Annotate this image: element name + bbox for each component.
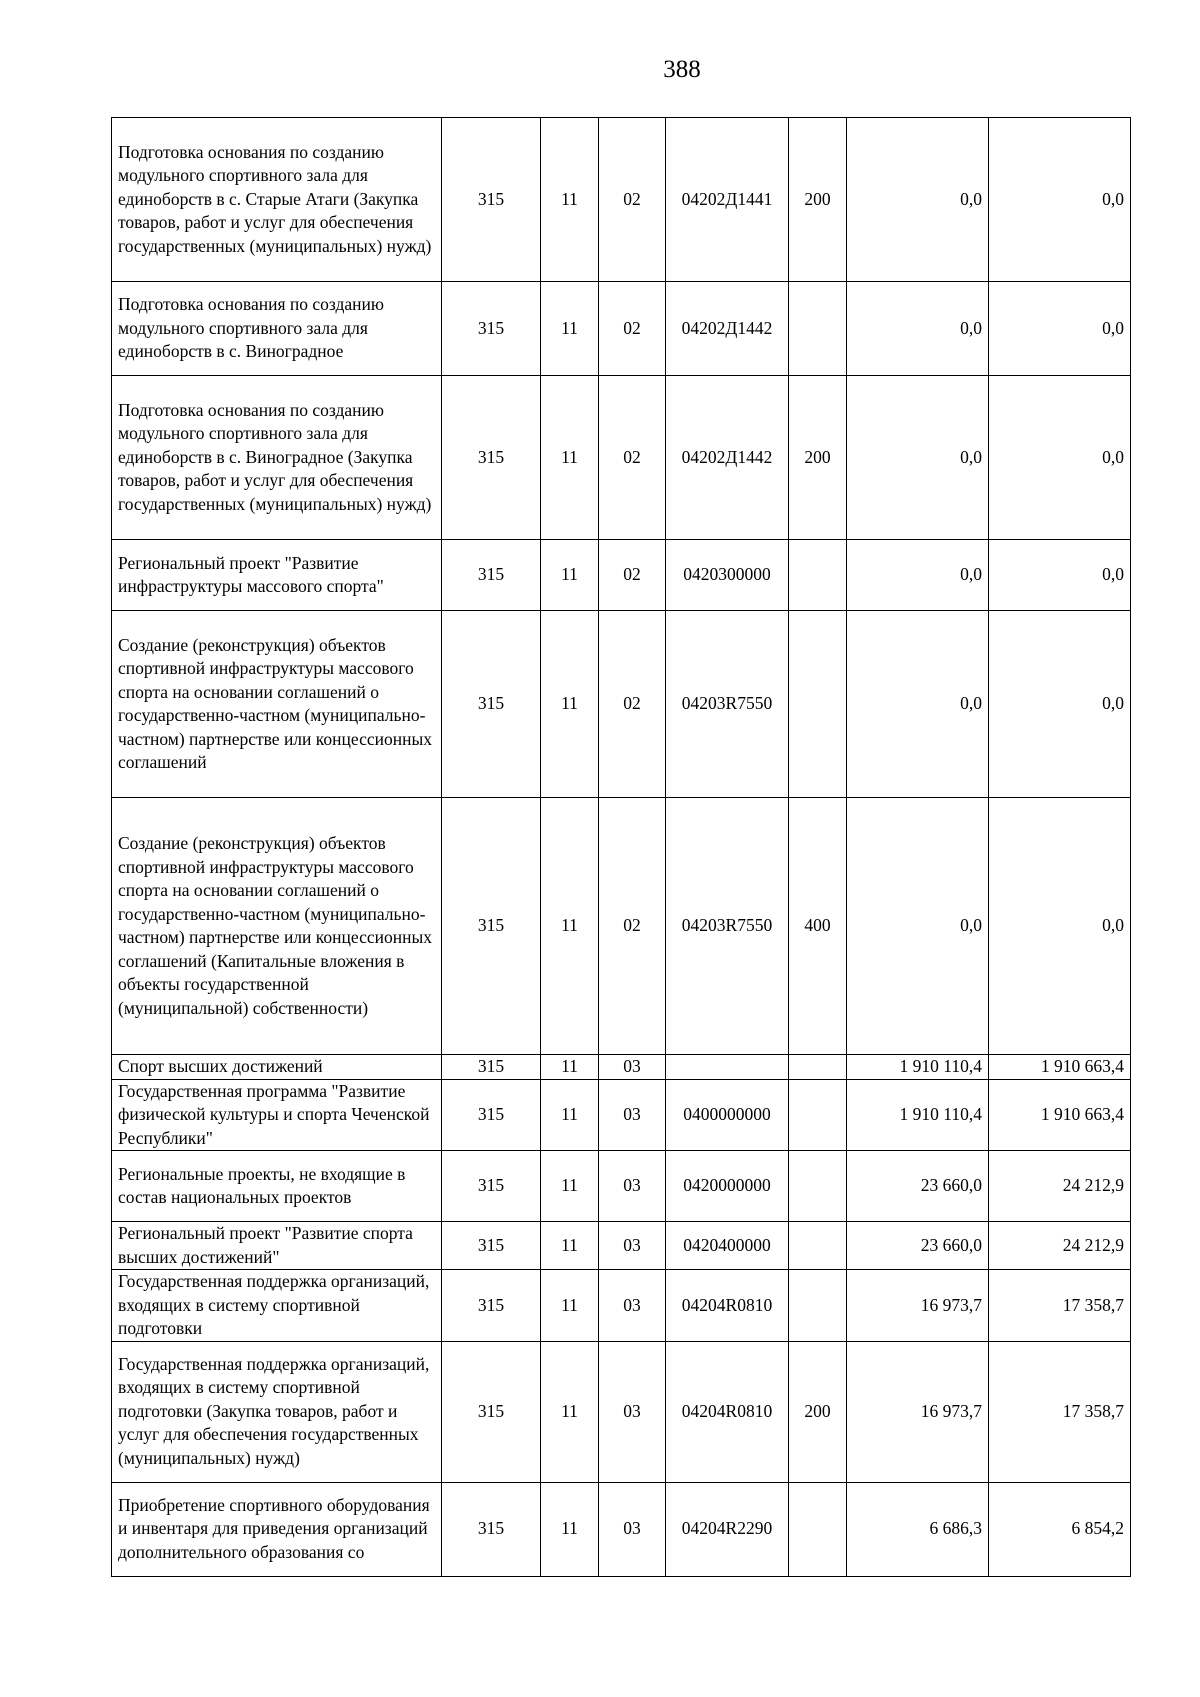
amount-year-1: 6 686,3 <box>847 1482 989 1576</box>
table-row <box>112 611 1131 798</box>
subsection-code: 03 <box>599 1079 666 1151</box>
subsection-code: 02 <box>599 540 666 611</box>
subsection-code: 03 <box>599 1482 666 1576</box>
budget-table <box>111 117 1131 1577</box>
section-code: 11 <box>541 1482 599 1576</box>
expense-type-code <box>789 1270 847 1342</box>
target-article-code: 0420000000 <box>666 1151 789 1222</box>
subsection-code: 02 <box>599 376 666 540</box>
item-name: Создание (реконструкция) объектов спортивной инфраструктуры массового спорта на основании соглашений о государственно-частном (муниципально-частном) партнерстве или концессионных соглашений (Капитальные вложения в объекты государственной (муниципальной) собственности) <box>112 798 442 1055</box>
section-code: 11 <box>541 798 599 1055</box>
expense-type-code <box>789 1055 847 1080</box>
table-row <box>112 1055 1131 1080</box>
target-article-code: 04202Д1442 <box>666 282 789 376</box>
amount-year-2: 17 358,7 <box>989 1270 1131 1342</box>
section-code: 11 <box>541 611 599 798</box>
target-article-code: 04203R7550 <box>666 798 789 1055</box>
amount-year-2: 0,0 <box>989 376 1131 540</box>
grbs-code: 315 <box>442 540 541 611</box>
table-row <box>112 282 1131 376</box>
subsection-code: 02 <box>599 118 666 282</box>
amount-year-2: 24 212,9 <box>989 1222 1131 1270</box>
amount-year-1: 0,0 <box>847 540 989 611</box>
item-name: Подготовка основания по созданию модульного спортивного зала для единоборств в с. Виноградное (Закупка товаров, работ и услуг для обеспечения государственных (муниципальных) нужд) <box>112 376 442 540</box>
item-name: Подготовка основания по созданию модульного спортивного зала для единоборств в с. Виноградное <box>112 282 442 376</box>
section-code: 11 <box>541 376 599 540</box>
item-name: Приобретение спортивного оборудования и инвентаря для приведения организаций дополнительного образования со <box>112 1482 442 1576</box>
expense-type-code <box>789 1079 847 1151</box>
expense-type-code <box>789 611 847 798</box>
table-row <box>112 118 1131 282</box>
table-row <box>112 1079 1131 1151</box>
target-article-code: 04202Д1441 <box>666 118 789 282</box>
grbs-code: 315 <box>442 118 541 282</box>
amount-year-1: 0,0 <box>847 798 989 1055</box>
expense-type-code: 200 <box>789 1341 847 1482</box>
grbs-code: 315 <box>442 798 541 1055</box>
amount-year-1: 0,0 <box>847 282 989 376</box>
section-code: 11 <box>541 1222 599 1270</box>
target-article-code: 0420400000 <box>666 1222 789 1270</box>
section-code: 11 <box>541 1055 599 1080</box>
target-article-code: 0400000000 <box>666 1079 789 1151</box>
expense-type-code <box>789 282 847 376</box>
section-code: 11 <box>541 540 599 611</box>
item-name: Региональные проекты, не входящие в состав национальных проектов <box>112 1151 442 1222</box>
item-name: Государственная поддержка организаций, входящих в систему спортивной подготовки <box>112 1270 442 1342</box>
target-article-code: 04204R0810 <box>666 1341 789 1482</box>
amount-year-1: 16 973,7 <box>847 1341 989 1482</box>
subsection-code: 03 <box>599 1151 666 1222</box>
item-name: Региональный проект "Развитие спорта высших достижений" <box>112 1222 442 1270</box>
target-article-code: 04203R7550 <box>666 611 789 798</box>
expense-type-code: 400 <box>789 798 847 1055</box>
amount-year-2: 1 910 663,4 <box>989 1079 1131 1151</box>
amount-year-1: 23 660,0 <box>847 1151 989 1222</box>
target-article-code: 04204R0810 <box>666 1270 789 1342</box>
grbs-code: 315 <box>442 1270 541 1342</box>
amount-year-2: 24 212,9 <box>989 1151 1131 1222</box>
grbs-code: 315 <box>442 1482 541 1576</box>
target-article-code <box>666 1055 789 1080</box>
expense-type-code <box>789 1151 847 1222</box>
amount-year-1: 16 973,7 <box>847 1270 989 1342</box>
section-code: 11 <box>541 1079 599 1151</box>
section-code: 11 <box>541 1151 599 1222</box>
table-body <box>112 118 1131 1577</box>
item-name: Региональный проект "Развитие инфраструктуры массового спорта" <box>112 540 442 611</box>
grbs-code: 315 <box>442 611 541 798</box>
amount-year-2: 1 910 663,4 <box>989 1055 1131 1080</box>
amount-year-1: 1 910 110,4 <box>847 1055 989 1080</box>
table-row <box>112 1222 1131 1270</box>
section-code: 11 <box>541 118 599 282</box>
amount-year-2: 17 358,7 <box>989 1341 1131 1482</box>
subsection-code: 03 <box>599 1222 666 1270</box>
table-row <box>112 376 1131 540</box>
item-name: Подготовка основания по созданию модульного спортивного зала для единоборств в с. Старые Атаги (Закупка товаров, работ и услуг для обеспечения государственных (муниципальных) нужд) <box>112 118 442 282</box>
amount-year-1: 23 660,0 <box>847 1222 989 1270</box>
amount-year-1: 0,0 <box>847 118 989 282</box>
subsection-code: 03 <box>599 1270 666 1342</box>
amount-year-1: 0,0 <box>847 611 989 798</box>
subsection-code: 03 <box>599 1341 666 1482</box>
grbs-code: 315 <box>442 1055 541 1080</box>
amount-year-2: 0,0 <box>989 611 1131 798</box>
expense-type-code: 200 <box>789 118 847 282</box>
amount-year-2: 0,0 <box>989 118 1131 282</box>
target-article-code: 0420300000 <box>666 540 789 611</box>
item-name: Государственная поддержка организаций, входящих в систему спортивной подготовки (Закупка товаров, работ и услуг для обеспечения государственных (муниципальных) нужд) <box>112 1341 442 1482</box>
target-article-code: 04204R2290 <box>666 1482 789 1576</box>
expense-type-code: 200 <box>789 376 847 540</box>
table-row <box>112 1270 1131 1342</box>
table-row <box>112 1482 1131 1576</box>
table-row <box>112 798 1131 1055</box>
section-code: 11 <box>541 1341 599 1482</box>
grbs-code: 315 <box>442 1151 541 1222</box>
subsection-code: 02 <box>599 798 666 1055</box>
amount-year-2: 0,0 <box>989 798 1131 1055</box>
expense-type-code <box>789 1222 847 1270</box>
amount-year-2: 0,0 <box>989 282 1131 376</box>
item-name: Создание (реконструкция) объектов спортивной инфраструктуры массового спорта на основании соглашений о государственно-частном (муниципально-частном) партнерстве или концессионных соглашений <box>112 611 442 798</box>
subsection-code: 02 <box>599 611 666 798</box>
grbs-code: 315 <box>442 1079 541 1151</box>
subsection-code: 03 <box>599 1055 666 1080</box>
expense-type-code <box>789 540 847 611</box>
table-row <box>112 1151 1131 1222</box>
section-code: 11 <box>541 1270 599 1342</box>
grbs-code: 315 <box>442 1222 541 1270</box>
target-article-code: 04202Д1442 <box>666 376 789 540</box>
item-name: Государственная программа "Развитие физической культуры и спорта Чеченской Республики" <box>112 1079 442 1151</box>
subsection-code: 02 <box>599 282 666 376</box>
grbs-code: 315 <box>442 1341 541 1482</box>
expense-type-code <box>789 1482 847 1576</box>
section-code: 11 <box>541 282 599 376</box>
amount-year-1: 0,0 <box>847 376 989 540</box>
amount-year-2: 0,0 <box>989 540 1131 611</box>
amount-year-1: 1 910 110,4 <box>847 1079 989 1151</box>
grbs-code: 315 <box>442 282 541 376</box>
amount-year-2: 6 854,2 <box>989 1482 1131 1576</box>
table-row <box>112 1341 1131 1482</box>
grbs-code: 315 <box>442 376 541 540</box>
table-row <box>112 540 1131 611</box>
item-name: Спорт высших достижений <box>112 1055 442 1080</box>
page-number: 388 <box>663 56 701 83</box>
